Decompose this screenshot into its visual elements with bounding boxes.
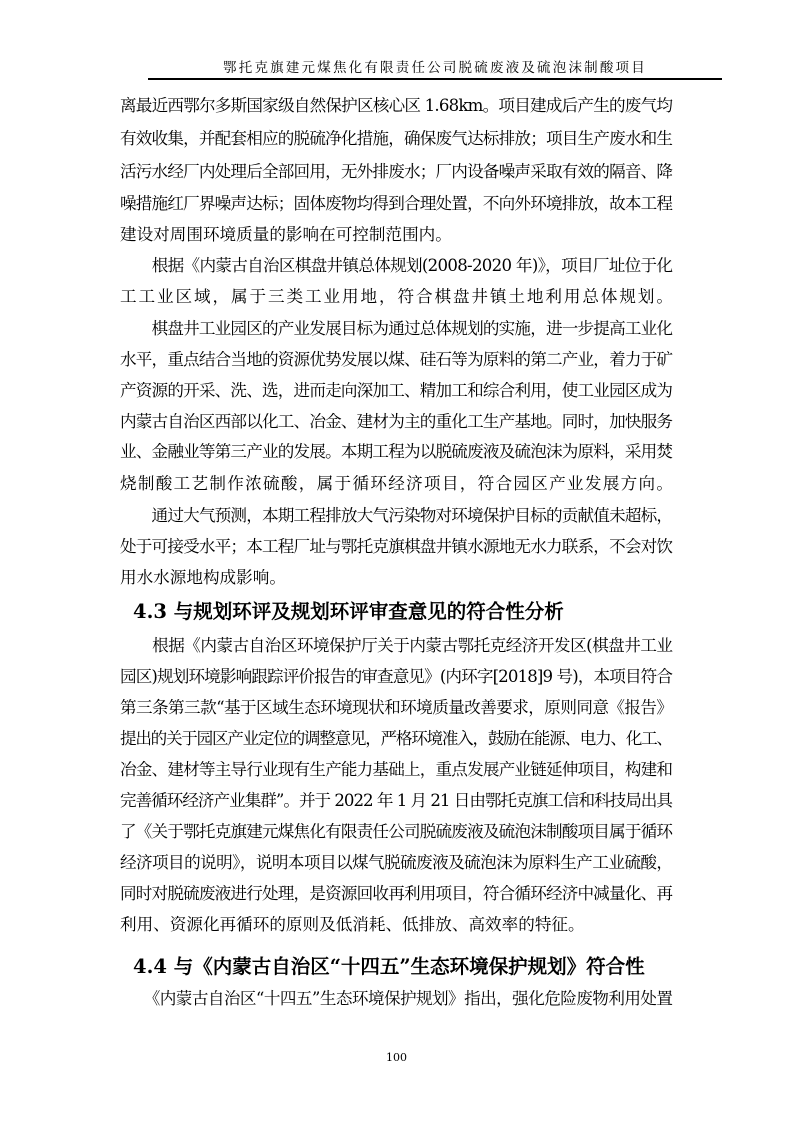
body-line: 有效收集，并配套相应的脱硫净化措施，确保废气达标排放；项目生产废水和生 [120,129,673,148]
section-heading-4-3: 4.3 与规划环评及规划环评审查意见的符合性分析 [133,600,564,623]
body-line: 提出的关于园区产业定位的调整意见，严格环境准入，鼓励在能源、电力、化工、 [120,729,672,748]
body-line: 通过大气预测，本期工程排放大气污染物对环境保护目标的贡献值未超标， [120,506,673,525]
page-number: 100 [386,1051,407,1064]
body-line: 根据《内蒙古自治区棋盘井镇总体规划(2008-2020 年)》，项目厂址位于化 [120,256,673,275]
body-line: 产资源的开采、洗、选，进而走向深加工、精加工和综合利用，使工业园区成为 [120,381,673,400]
body-line: 第三条第三款“基于区域生态环境现状和环境质量改善要求，原则同意《报告》 [120,698,673,717]
body-line: 建设对周围环境质量的影响在可控制范围内。 [120,225,452,244]
body-line: 冶金、建材等主导行业现有生产能力基础上，重点发展产业链延伸项目，构建和 [120,760,673,779]
body-line: 《内蒙古自治区“十四五”生态环境保护规划》指出，强化危险废物利用处置 [120,989,673,1008]
body-line: 业、金融业等第三产业的发展。本期工程为以脱硫废液及硫泡沫为原料，采用焚 [120,442,673,461]
body-line: 用水水源地构成影响。 [120,568,286,587]
body-line: 根据《内蒙古自治区环境保护厅关于内蒙古鄂托克经济开发区(棋盘井工业 [120,636,673,655]
body-line: 园区)规划环境影响跟踪评价报告的审查意见》(内环字[2018]9 号)，本项目符合 [120,667,673,686]
body-line: 经济项目的说明》，说明本项目以煤气脱硫废液及硫泡沫为原料生产工业硫酸， [120,853,673,872]
body-line: 利用、资源化再循环的原则及低消耗、低排放、高效率的特征。 [120,915,585,934]
body-line: 离最近西鄂尔多斯国家级自然保护区核心区 1.68km。项目建成后产生的废气均 [120,96,673,115]
body-line: 完善循环经济产业集群”。并于 2022 年 1 月 21 日由鄂托克旗工信和科技局出具 [120,791,672,810]
header-rule [148,78,722,80]
body-line: 工工业区域，属于三类工业用地，符合棋盘井镇土地利用总体规划。 [120,287,675,306]
body-line: 水平，重点结合当地的资源优势发展以煤、硅石等为原料的第二产业，着力于矿 [120,350,673,369]
body-line: 棋盘井工业园区的产业发展目标为通过总体规划的实施，进一步提高工业化 [120,319,673,338]
section-heading-4-4: 4.4 与《内蒙古自治区“十四五”生态环境保护规划》符合性 [133,955,645,978]
body-line: 处于可接受水平；本工程厂址与鄂托克旗棋盘井镇水源地无水力联系，不会对饮 [120,537,673,556]
body-line: 同时对脱硫废液进行处理，是资源回收再利用项目，符合循环经济中减量化、再 [120,884,673,903]
body-line: 内蒙古自治区西部以化工、冶金、建材为主的重化工生产基地。同时，加快服务 [120,412,673,431]
body-line: 噪措施红厂界噪声达标；固体废物均得到合理处置，不向外环境排放，故本工程 [120,194,673,213]
running-header: 鄂托克旗建元煤焦化有限责任公司脱硫废液及硫泡沫制酸项目 [223,60,647,76]
body-line: 活污水经厂内处理后全部回用，无外排废水；厂内设备噪声采取有效的隔音、降 [120,162,673,181]
body-line: 烧制酸工艺制作浓硫酸，属于循环经济项目，符合园区产业发展方向。 [120,474,675,493]
body-line: 了《关于鄂托克旗建元煤焦化有限责任公司脱硫废液及硫泡沫制酸项目属于循环 [120,822,673,841]
